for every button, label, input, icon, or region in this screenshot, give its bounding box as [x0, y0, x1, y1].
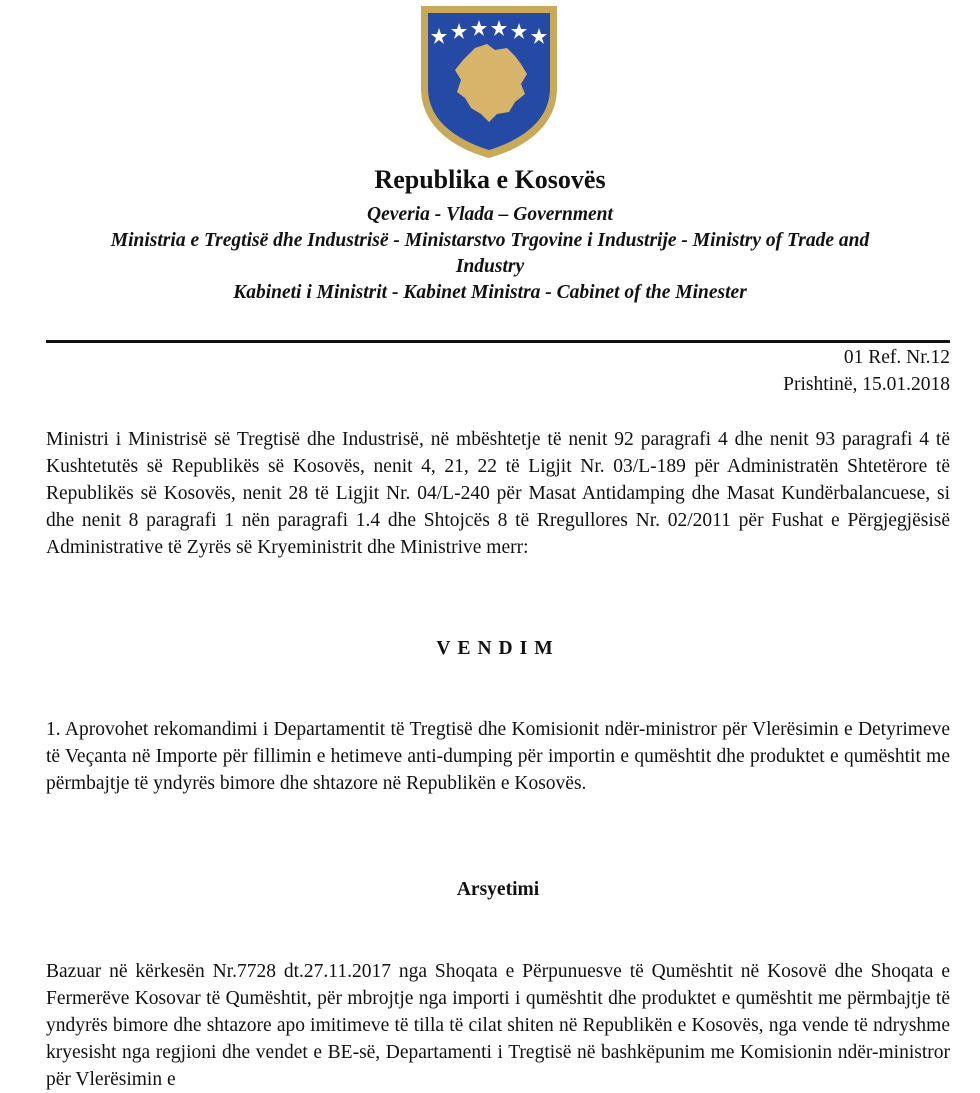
reasoning-paragraph: Bazuar në kërkesën Nr.7728 dt.27.11.2017 nga Shoqata e Përpunuesve të Qumështit në Kosovë dhe Shoqata e Fermerëve Kosovar të Qumështit, për mbrojtje nga importi i qumështit dhe produktet e qumështit me përmbajtje të yndyrës bimore dhe shtazore apo imitimeve të tilla të cilat shiten në Republikën e Kosovës, nga vende të ndryshme kryesisht nga regjioni dhe vendet e BE-së, Departamenti i Tregtisë në bashkëpunim me Komisionin ndër-ministror për Vlerësimin e [46, 961, 950, 1090]
decision-heading: VENDIM [436, 638, 560, 659]
reference-block [783, 344, 950, 398]
government-line: Qeveria - Vlada – Government [367, 204, 613, 225]
cabinet-line: Kabineti i Ministrit - Kabinet Ministra - Cabinet of the Minester [233, 282, 747, 303]
kosovo-coat-of-arms-icon [417, 2, 561, 160]
preamble-paragraph: Ministri i Ministrisë së Tregtisë dhe Industrisë, në mbështetje të nenit 92 paragrafi 4 dhe nenit 93 paragrafi 4 të Kushtetutës së Republikës së Kosovës, nenit 4, 21, 22 të Ligjit Nr. 03/L-189 për Administratën Shtetërore të Republikës së Kosovës, nenit 28 të Ligjit Nr. 04/L-240 për Masat Antidamping dhe Masat Kundërbalancuese, si dhe nenit 8 paragrafi 1 nën paragrafi 1.4 dhe Shtojcës 8 të Rregullores Nr. 02/2011 për Fushat e Përgjegjësisë Administrative të Zyrës së Kryeministrit dhe Ministrive merr: [46, 429, 950, 558]
place-date: Prishtinë, 15.01.2018 [783, 374, 950, 395]
reference-number: 01 Ref. Nr.12 [843, 347, 950, 368]
header-divider [46, 340, 950, 343]
republic-title: Republika e Kosovës [374, 165, 606, 194]
ministry-line: Ministria e Tregtisë dhe Industrisë - Ministarstvo Trgovine i Industrije - Ministry of Trade and Industry [110, 230, 870, 277]
decision-point-1: 1. Aprovohet rekomandimi i Departamentit të Tregtisë dhe Komisionit ndër-ministror për Vlerësimin e Detyrimeve të Veçanta në Importe për fillimin e hetimeve anti-dumping për importin e qumështit dhe produktet e qumështit me përmbajtje të yndyrës bimore dhe shtazore në Republikën e Kosovës. [46, 719, 950, 794]
reasoning-heading: Arsyetimi [456, 879, 540, 900]
